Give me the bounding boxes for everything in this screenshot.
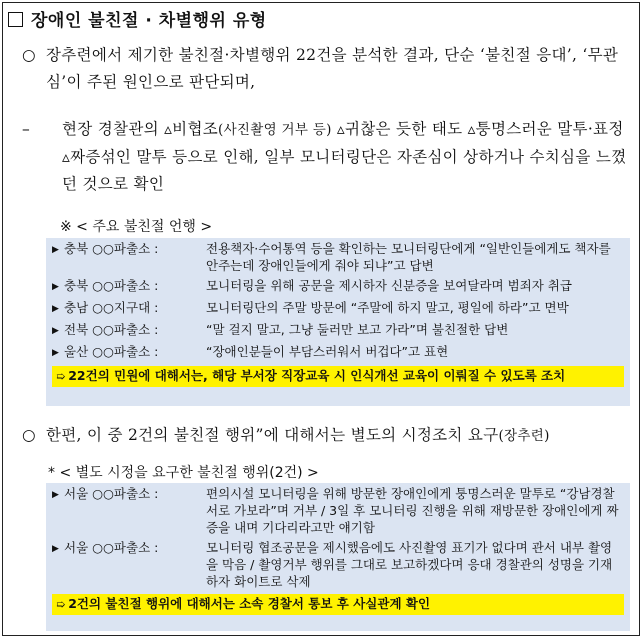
case-location: 울산 ○○파출소 :	[64, 344, 159, 359]
correction-text: 한편, 이 중 2건의 불친절 행위”에 대해서는 별도의 시정조치 요구	[46, 426, 499, 444]
behaviors-text-b: ▵귀찮은 듯한 태도 ▵퉁명스러운 말투·표정 ▵짜증섞인 말투 등으로 인해, 일부 모니터링단은 자존심이 상하거나 수치심을 느꼈던 것으로 확인	[62, 120, 627, 193]
case-row	[46, 537, 630, 591]
triangle-right-icon: ▶	[52, 348, 59, 358]
case-location: 충북 ○○파출소 :	[64, 278, 159, 293]
case-row	[46, 341, 630, 363]
note-main-cases: ※ < 주요 불친절 언행 >	[60, 219, 213, 235]
highlight-text-1: 22건의 민원에 대해서는, 해당 부서장 직장교육 시 인식개선 교육이 이뤄질 수 있도록 조치	[68, 368, 566, 383]
case-row	[46, 238, 630, 275]
case-row	[46, 275, 630, 297]
cases-card-2	[46, 483, 630, 631]
triangle-right-icon: ▶	[52, 490, 59, 500]
paragraph-analysis	[22, 42, 630, 96]
triangle-right-icon: ▶	[52, 304, 59, 314]
case-description: 전용책자·수어통역 등을 확인하는 모니터링단에게 “일반인들에게도 책자를 안주는데 장애인들에게 줘야 되냐”고 답변	[206, 241, 611, 273]
correction-paren: (장추련)	[498, 428, 550, 444]
triangle-right-icon: ▶	[52, 544, 59, 554]
paragraph-behaviors	[22, 116, 630, 198]
paragraph-correction	[22, 422, 630, 450]
dash-bullet-icon: –	[22, 120, 31, 138]
behaviors-text-a: 현장 경찰관의 ▵비협조	[62, 120, 218, 138]
cases-card-1	[46, 238, 630, 406]
behaviors-paren: (사진촬영 거부 등)	[218, 122, 332, 138]
highlight-action-2	[52, 594, 624, 615]
case-location: 충북 ○○파출소 :	[64, 241, 159, 256]
circle-bullet-icon: ○	[22, 426, 36, 444]
case-description: “장애인분들이 부담스러워서 버겁다”고 표현	[206, 344, 449, 359]
case-description: 모니터링단의 주말 방문에 “주말에 하지 말고, 평일에 하라”고 면박	[206, 300, 569, 315]
case-row	[46, 297, 630, 319]
case-row	[46, 483, 630, 537]
checkbox-square-icon	[8, 12, 23, 27]
section-title	[8, 6, 267, 31]
case-location: 충남 ○○지구대 :	[64, 300, 159, 315]
circle-bullet-icon: ○	[22, 46, 36, 64]
analysis-text: 장추련에서 제기한 불친절·차별행위 22건을 분석한 결과, 단순 ‘불친절 응대’, ‘무관심’이 주된 원인으로 판단되며,	[46, 46, 619, 91]
case-row	[46, 319, 630, 341]
triangle-right-icon: ▶	[52, 245, 59, 255]
section-title-text: 장애인 불친절 · 차별행위 유형	[31, 11, 267, 31]
highlight-action-1	[52, 366, 624, 387]
triangle-right-icon: ▶	[52, 282, 59, 292]
note-correction-cases: * < 별도 시정을 요구한 불친절 행위(2건) >	[48, 465, 319, 481]
case-description: “말 걸지 말고, 그냥 둘러만 보고 가라”며 불친절한 답변	[206, 322, 509, 337]
triangle-right-icon: ▶	[52, 326, 59, 336]
case-description: 모니터링 협조공문을 제시했음에도 사진촬영 표기가 없다며 관서 내부 촬영을 막음 / 촬영거부 행위를 그대로 보고하겠다며 응대 경찰관의 성명을 기재하자 화이트로 삭제	[206, 540, 613, 589]
case-description: 편의시설 모니터링을 위해 방문한 장애인에게 퉁명스러운 말투로 “강남경찰서로 가보라”며 거부 / 3일 후 모니터링 진행을 위해 재방문한 장애인에게 짜증을 내며 기다리라고만 얘기함	[206, 486, 619, 535]
case-location: 서울 ○○파출소 :	[64, 486, 159, 501]
case-location: 전북 ○○파출소 :	[64, 322, 159, 337]
highlight-text-2: 2건의 불친절 행위에 대해서는 소속 경찰서 통보 후 사실관계 확인	[68, 596, 431, 611]
case-description: 모니터링을 위해 공문을 제시하자 신분증을 보여달라며 범죄자 취급	[206, 278, 572, 293]
case-location: 서울 ○○파출소 :	[64, 540, 159, 555]
pointing-arrow-icon: ➯	[56, 598, 66, 611]
pointing-arrow-icon: ➯	[56, 370, 66, 383]
